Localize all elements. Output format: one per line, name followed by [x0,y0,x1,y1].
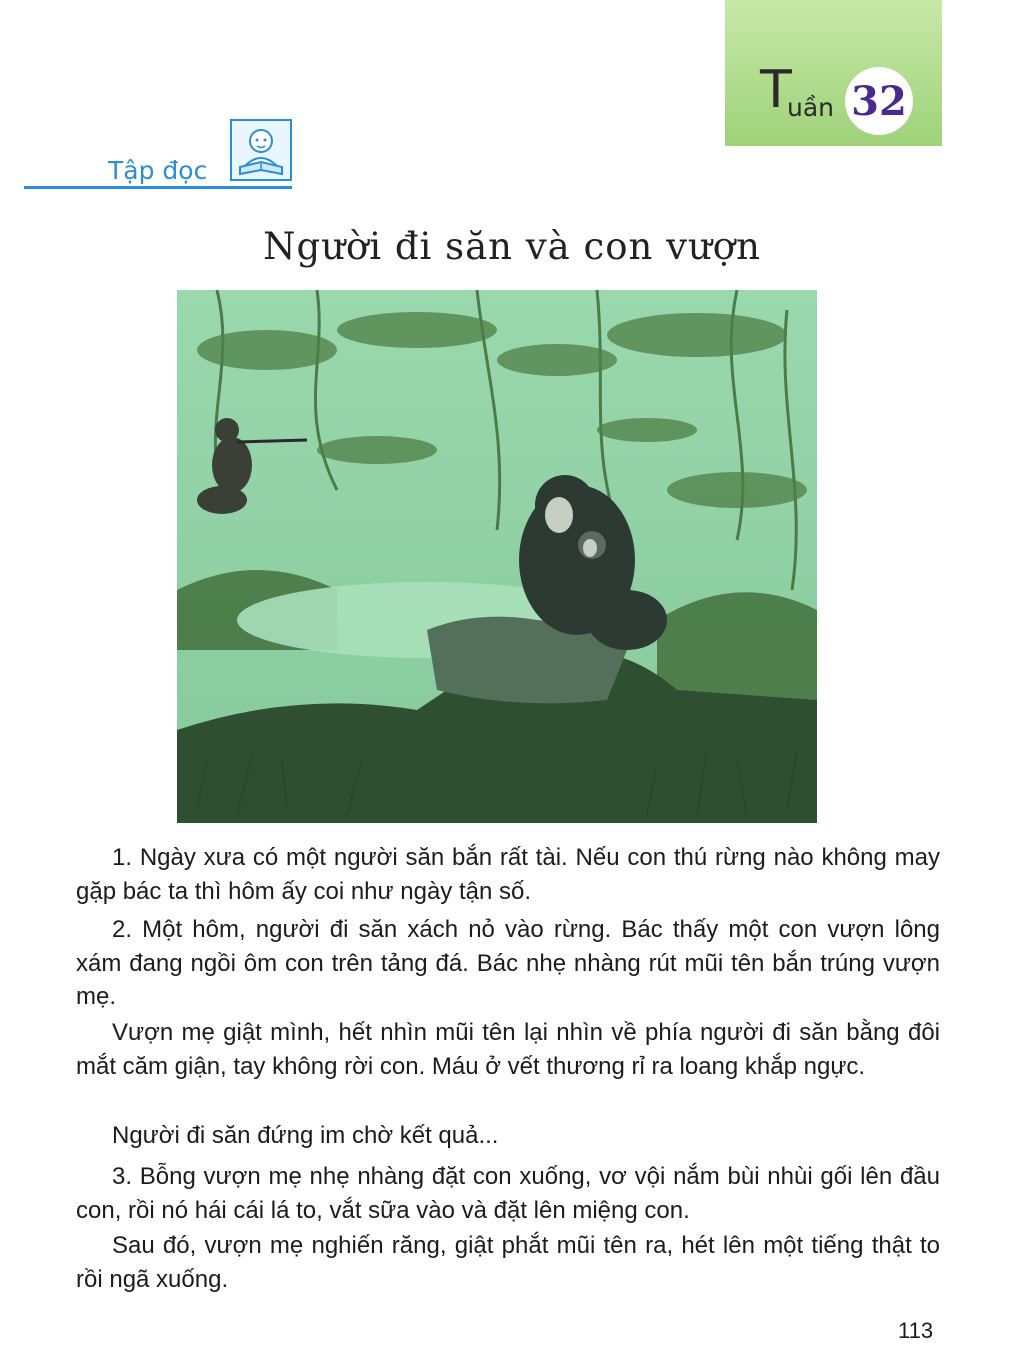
paragraph-2: 2. Một hôm, người đi săn xách nỏ vào rừng. Bác thấy một con vượn lông xám đang ngồi ôm con trên tảng đá. Bác nhẹ nhàng rút mũi tên bắn trúng vượn mẹ. [76,916,940,1010]
page-number: 113 [898,1318,934,1343]
paragraph-3: Vượn mẹ giật mình, hết nhìn mũi tên lại nhìn về phía người đi săn bằng đôi mắt căm giận, tay không rời con. Máu ở vết thương rỉ ra loang khắp ngực. [76,1019,940,1080]
week-tab [725,0,942,146]
paragraph-5: 3. Bỗng vượn mẹ nhẹ nhàng đặt con xuống, vơ vội nắm bùi nhùi gối lên đầu con, rồi nó hái cái lá to, vắt sữa vào và đặt lên miệng con. [76,1163,940,1224]
paragraph-1: 1. Ngày xưa có một người săn bắn rất tài. Nếu con thú rừng nào không may gặp bác ta thì hôm ấy coi như ngày tận số. [76,844,940,905]
week-number-badge [845,67,913,135]
lesson-title: Người đi săn và con vượn [263,225,761,268]
hunter-and-gibbon-illustration [177,290,817,823]
week-number: 32 [851,77,907,125]
paragraph-4: Người đi săn đứng im chờ kết quả... [112,1122,499,1149]
paragraph-6: Sau đó, vượn mẹ nghiến răng, giật phắt mũi tên ra, hét lên một tiếng thật to rồi ngã xuống. [76,1232,940,1293]
section-underline [24,186,292,189]
week-label: uần [787,93,835,122]
reading-child-icon [230,119,292,181]
section-label: Tập đọc [108,156,208,185]
week-initial: T [760,60,792,120]
